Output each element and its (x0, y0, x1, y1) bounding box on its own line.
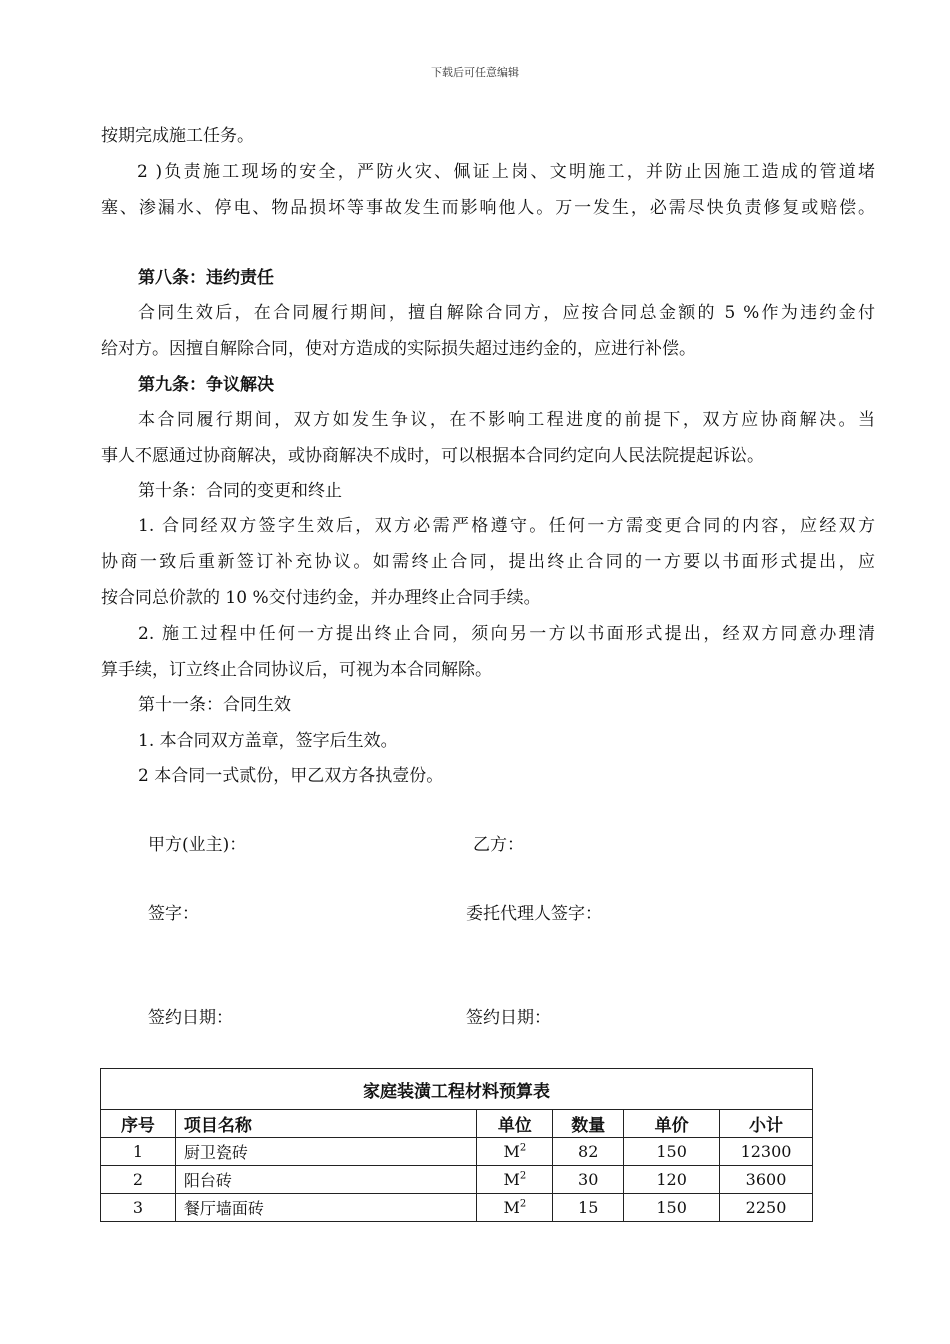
row-subtotal: 12300 (720, 1138, 813, 1166)
paragraph-line: 算手续，订立终止合同协议后，可视为本合同解除。 (101, 660, 492, 680)
table-row (101, 1138, 813, 1166)
row-name: 厨卫瓷砖 (175, 1138, 476, 1166)
row-no: 3 (101, 1194, 176, 1222)
paragraph-line: 给对方。因擅自解除合同，使对方造成的实际损失超过违约金的，应进行补偿。 (101, 339, 696, 359)
unit-superscript: 2 (519, 1142, 527, 1154)
unit-superscript: 2 (519, 1170, 527, 1182)
row-unit (477, 1166, 553, 1194)
paragraph-line: 协商一致后重新签订补充协议。如需终止合同，提出终止合同的一方要以书面形式提出，应 (101, 552, 875, 572)
row-qty: 15 (553, 1194, 624, 1222)
row-subtotal: 3600 (720, 1166, 813, 1194)
paragraph-line: 1. 本合同双方盖章，签字后生效。 (138, 731, 398, 751)
header-name: 项目名称 (175, 1110, 476, 1138)
paragraph-line: 2 )负责施工现场的安全，严防火灾、佩证上岗、文明施工，并防止因施工造成的管道堵 (137, 162, 875, 182)
article-8-title: 第八条：违约责任 (138, 268, 274, 288)
row-no: 2 (101, 1166, 176, 1194)
header-no: 序号 (101, 1110, 176, 1138)
row-name: 阳台砖 (175, 1166, 476, 1194)
table-row (101, 1166, 813, 1194)
agent-signature-label: 委托代理人签字： (466, 904, 602, 924)
row-qty: 82 (553, 1138, 624, 1166)
article-10-title: 第十条：合同的变更和终止 (138, 481, 342, 501)
unit-text: M (503, 1170, 520, 1189)
row-price: 150 (624, 1138, 720, 1166)
header-subtotal: 小计 (720, 1110, 813, 1138)
sign-date-a-label: 签约日期： (148, 1008, 233, 1028)
row-unit (477, 1194, 553, 1222)
row-subtotal: 2250 (720, 1194, 813, 1222)
paragraph-line: 合同生效后，在合同履行期间，擅自解除合同方，应按合同总金额的 5 %作为违约金付 (138, 303, 875, 323)
paragraph-line: 本合同履行期间，双方如发生争议，在不影响工程进度的前提下，双方应协商解决。当 (138, 410, 875, 430)
header-price: 单价 (624, 1110, 720, 1138)
signature-label: 签字： (148, 904, 199, 924)
article-11-title: 第十一条：合同生效 (138, 695, 291, 715)
table-row (101, 1194, 813, 1222)
row-price: 120 (624, 1166, 720, 1194)
paragraph-line: 塞、渗漏水、停电、物品损坏等事故发生而影响他人。万一发生，必需尽快负责修复或赔偿。 (101, 198, 875, 218)
party-a-label: 甲方(业主)： (148, 835, 247, 855)
paragraph-line: 1. 合同经双方签字生效后，双方必需严格遵守。任何一方需变更合同的内容，应经双方 (138, 516, 875, 536)
header-qty: 数量 (553, 1110, 624, 1138)
budget-table (100, 1068, 813, 1222)
unit-text: M (503, 1198, 520, 1217)
paragraph-line: 按合同总价款的 10 %交付违约金，并办理终止合同手续。 (101, 588, 541, 608)
row-name: 餐厅墙面砖 (175, 1194, 476, 1222)
table-title: 家庭装潢工程材料预算表 (101, 1069, 813, 1110)
header-unit: 单位 (477, 1110, 553, 1138)
page-header-note: 下载后可任意编辑 (431, 66, 519, 79)
unit-superscript: 2 (519, 1198, 527, 1210)
table-header-row (101, 1110, 813, 1138)
paragraph-line: 事人不愿通过协商解决，或协商解决不成时，可以根据本合同约定向人民法院提起诉讼。 (101, 446, 764, 466)
article-9-title: 第九条：争议解决 (138, 375, 274, 395)
party-b-label: 乙方： (473, 835, 524, 855)
unit-text: M (503, 1142, 520, 1161)
row-price: 150 (624, 1194, 720, 1222)
paragraph-line: 2. 施工过程中任何一方提出终止合同，须向另一方以书面形式提出，经双方同意办理清 (138, 624, 875, 644)
paragraph-line: 2 本合同一式贰份，甲乙双方各执壹份。 (138, 766, 444, 786)
row-qty: 30 (553, 1166, 624, 1194)
paragraph-line: 按期完成施工任务。 (101, 126, 254, 146)
sign-date-b-label: 签约日期： (466, 1008, 551, 1028)
row-no: 1 (101, 1138, 176, 1166)
row-unit (477, 1138, 553, 1166)
